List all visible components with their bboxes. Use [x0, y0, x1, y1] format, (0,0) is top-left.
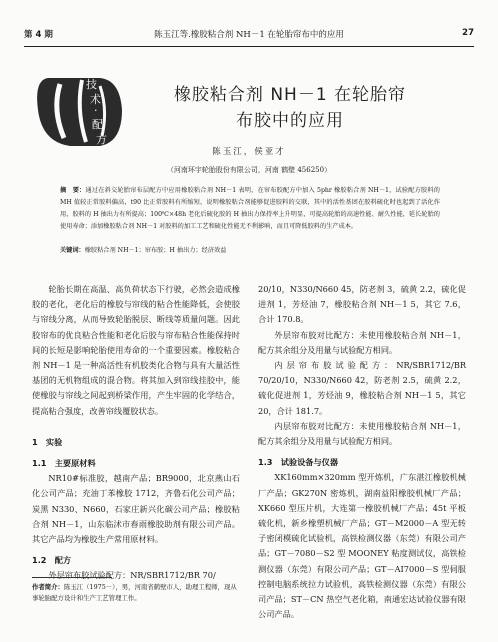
section-heading-1-1: 1.1 主要原材料	[32, 458, 96, 469]
section-heading-1: 1 实验	[32, 436, 63, 447]
outer-control-formula: 外层帘布胶对比配方：未使用橡胶粘合剂 NH－1，配方其余组分及用量与试验配方相同。	[258, 329, 466, 355]
footnote-text: 陈玉江（1975－），男，河南省鹤壁市人，助理工程师，现从事轮胎配方设计和生产工艺管理工作。	[32, 583, 237, 602]
article-title-line-2: 布胶中的应用	[236, 111, 344, 131]
keywords	[60, 245, 440, 254]
left-column	[32, 282, 240, 584]
intro-paragraph: 轮胎长期在高温、高负荷状态下行驶，必然会造成橡胶的老化，老化后的橡胶与帘线的粘合性能降低，会使胶与帘线分离，从而导致轮胎脱层、断线等质量问题。因此胶帘布的优良粘合性能和老化后胶与帘布粘合性能保持时间的长短是影响轮胎使用寿命的一个重要因素。橡胶粘合剂 NH－1 是一种高活性有机胶类化合物与具有大量活性基团的无机物组成的混合物。将其加入到帘线挂胶中，能使橡胶与帘线之间起到桥梁作用，产生牢固的化学结合，提高粘合强度，改善帘线覆胶状态。	[32, 284, 240, 416]
footnote-rule	[32, 577, 112, 578]
formula-paragraph-cont: 20/10，N330/N660 45，防老剂 3，硫黄 2.2，硫化促进剂 1，芳烃油 7，橡胶粘合剂 NH－1 5，其它 7.6，合计 170.8。	[258, 284, 466, 325]
logo-char-4: 配	[92, 118, 103, 131]
materials-paragraph: NR10#标准胶，越南产品；BR9000，北京燕山石化公司产品；充油丁苯橡胶 1712，齐鲁石化公司产品；炭黑 N330、N660，石家庄新兴化碳公司产品；橡胶粘合剂 NH－1，山东临沭市春雨橡胶助剂有限公司产品。其它产品均为橡胶生产常用原材料。	[32, 473, 240, 545]
authors: 陈玉江，侯亚才	[212, 147, 286, 157]
section-heading-1-2: 1.2 配方	[32, 555, 72, 566]
abstract-text: 通过在斜交轮胎帘布层配方中应用橡胶粘合剂 NH－1 表明，在帘布胶配方中加入 5phr 橡胶粘合剂 NH－1，试验配方胶料的 MH 值较正常胶料偏高，t90 比正常胶料有所缩短，说明橡胶粘合剂能够促进胶料的交联，其中的活性基团在胶料硫化时也起到了活化作用，胶料的 H 抽出力有所提高；100℃×48h 老化后硫化胶的 H 抽出力保持率上升明显，可提高轮胎的高速性能、耐久性能，延长轮胎的使用寿命；添加橡胶粘合剂 NH－1 对胶料的加工工艺和硫化性能无不利影响，而且可降低胶料的生产成本。	[60, 187, 440, 230]
logo-char-5: 方	[96, 133, 107, 146]
author-footnote	[32, 582, 240, 604]
keywords-label: 关键词：	[60, 247, 85, 254]
keywords-text: 橡胶粘合剂 NH－1；帘布胶；H 抽出力；经济效益	[84, 247, 227, 254]
inner-test-formula: 内层帘布胶试验配方：NR/SBR1712/BR 70/20/10，N330/N660 42，防老剂 2.5，硫黄 2.2，硫化促进剂 1，芳烃油 9，橡胶粘合剂 NH－1 5，其它 20，合计 181.7。	[258, 360, 466, 416]
section-heading-1-3: 1.3 试验设备与仪器	[258, 457, 339, 468]
header-rule	[24, 46, 474, 47]
abstract	[60, 185, 440, 233]
issue-number: 第 4 期	[24, 30, 53, 40]
right-column	[258, 282, 466, 622]
running-title: 陈玉江等.橡胶粘合剂 NH－1 在轮胎帘布中的应用	[154, 30, 344, 40]
logo-char-2: 术	[90, 93, 101, 106]
abstract-label: 摘 要：	[60, 187, 86, 194]
inner-control-formula: 内层帘布胶对比配方：未使用橡胶粘合剂 NH－1，配方其余组分及用量与试验配方相同。	[258, 420, 466, 447]
running-header	[24, 28, 474, 42]
equipment-paragraph: XK160mm×320mm 型开炼机，广东湛江橡胶机械厂产品；GK270N 密炼机，湖南益阳橡胶机械厂产品；XK660 型压片机，大连第一橡胶机械厂产品；45t 平板硫化机，新乡橡塑机械厂产品；GT－M2000－A 型无转子密闭模硫化试验机，高铁检测仪器（东莞）有限公司产品；GT－7080－S2 型 MOONEY 粘度测试仪，高铁检测仪器（东莞）有限公司产品；GT－AI7000－S 型伺服控制电脑系统拉力试验机，高铁检测仪器（东莞）有限公司产品；ST－CN 热空气老化箱，南通宏达试验仪器有限公司产品。	[258, 472, 466, 620]
footnote-label: 作者简介：	[32, 583, 64, 591]
logo-char-3: ·	[94, 104, 98, 117]
formula-paragraph-start: 外层帘布胶试验配方：NR/SBR1712/BR 70/	[48, 570, 216, 581]
article-title-line-1: 橡胶粘合剂 NH－1 在轮胎帘	[173, 85, 407, 105]
affiliation: （河南环宇轮胎股份有限公司，河南 鹤壁 456250）	[166, 166, 332, 174]
logo-char-1: 技	[86, 78, 97, 91]
column-logo	[30, 70, 130, 150]
page-number: 27	[462, 28, 474, 38]
